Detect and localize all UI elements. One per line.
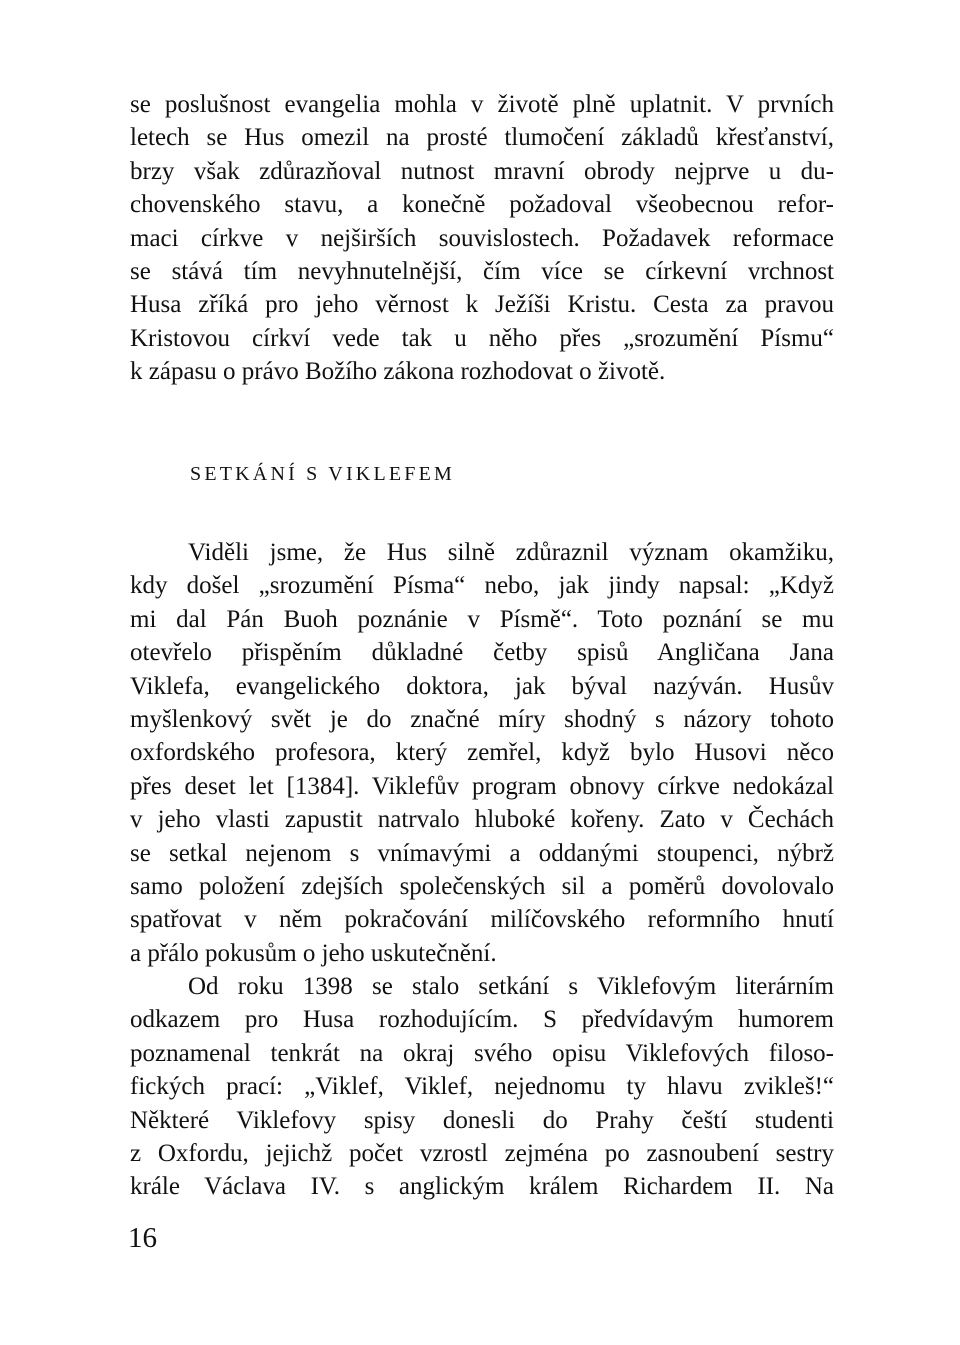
text-line: chovenského stavu, a konečně požadoval všeobecnou refor- bbox=[130, 191, 834, 219]
opening-paragraph bbox=[130, 88, 834, 389]
text-line: se poslušnost evangelia mohla v životě plně uplatnit. V prvních bbox=[130, 91, 834, 118]
text-line: brzy však zdůrazňoval nutnost mravní obrody nejprve u du- bbox=[130, 157, 834, 185]
text-line: samo položení zdejších společenských sil a poměrů dovolovalo bbox=[130, 872, 834, 900]
text-line: se setkal nejenom s vnímavými a oddanými stoupenci, nýbrž bbox=[130, 839, 834, 867]
text-line: myšlenkový svět je do značné míry shodný s názory tohoto bbox=[130, 705, 834, 733]
text-line: Viklefa, evangelického doktora, jak býval nazýván. Husův bbox=[130, 672, 834, 700]
text-line: oxfordského profesora, který zemřel, když bylo Husovi něco bbox=[130, 739, 834, 767]
text-line: Kristovou církví vede tak u něho přes „srozumění Písmu“ bbox=[130, 324, 834, 352]
text-line: z Oxfordu, jejichž počet vzrostl zejména po zasnoubení sestry bbox=[130, 1140, 834, 1168]
paragraph-2 bbox=[130, 970, 834, 1204]
text-line: fických prací: „Viklef, Viklef, nejednomu ty hlavu zvikleš!“ bbox=[130, 1073, 834, 1101]
text-line: odkazem pro Husa rozhodujícím. S předvídavým humorem bbox=[130, 1006, 834, 1034]
text-line: krále Václava IV. s anglickým králem Richardem II. Na bbox=[130, 1173, 834, 1201]
text-line: Některé Viklefovy spisy donesli do Prahy čeští studenti bbox=[130, 1106, 834, 1134]
text-line: Viděli jsme, že Hus silně zdůraznil význam okamžiku, bbox=[188, 539, 834, 566]
text-line: Husa zříká pro jeho věrnost k Ježíši Kristu. Cesta za pravou bbox=[130, 291, 834, 319]
text-line: kdy došel „srozumění Písma“ nebo, jak jindy napsal: „Když bbox=[130, 572, 834, 600]
text-line: k zápasu o právo Božího zákona rozhodovat o životě. bbox=[130, 358, 666, 386]
text-line: Od roku 1398 se stalo setkání s Viklefovým literárním bbox=[188, 973, 834, 1001]
text-line: poznamenal tenkrát na okraj svého opisu Viklefových filoso- bbox=[130, 1039, 834, 1067]
text-line: a přálo pokusům o jeho uskutečnění. bbox=[130, 939, 497, 967]
text-line: přes deset let [1384]. Viklefův program obnovy církve nedokázal bbox=[130, 772, 834, 800]
section-heading: SETKÁNÍ S VIKLEFEM bbox=[190, 463, 456, 485]
page-number: 16 bbox=[128, 1222, 157, 1254]
text-line: otevřelo přispěním důkladné četby spisů Angličana Jana bbox=[130, 639, 834, 667]
text-line: se stává tím nevyhnutelnější, čím více se církevní vrchnost bbox=[130, 257, 834, 285]
text-line: v jeho vlasti zapustit natrvalo hluboké kořeny. Zato v Čechách bbox=[130, 806, 834, 834]
text-line: maci církve v nejširších souvislostech. Požadavek reformace bbox=[130, 224, 834, 252]
section-body bbox=[130, 536, 834, 1204]
paragraph-1 bbox=[130, 536, 834, 970]
text-line: letech se Hus omezil na prosté tlumočení základů křesťanství, bbox=[130, 124, 834, 152]
text-line: spatřovat v něm pokračování milíčovského reformního hnutí bbox=[130, 906, 834, 934]
text-line: mi dal Pán Buoh poznánie v Písmě“. Toto poznání se mu bbox=[130, 605, 834, 633]
